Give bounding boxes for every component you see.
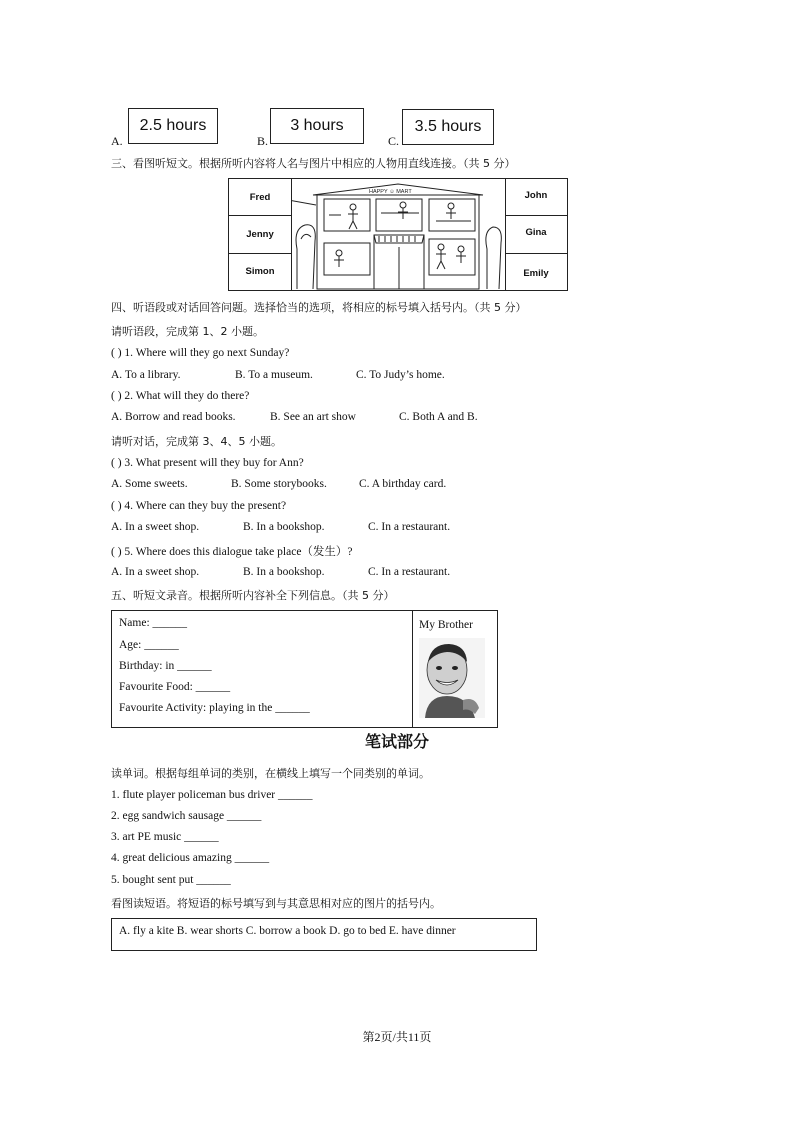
read-words-heading: 读单词。根据每组单词的类别，在横线上填写一个同类别的单词。 bbox=[111, 767, 430, 780]
option-a-label: 2.5 hours bbox=[139, 117, 207, 134]
field-favourite-food: Favourite Food: ______ bbox=[119, 681, 231, 693]
option-c-letter: C. bbox=[388, 134, 400, 148]
field-favourite-activity: Favourite Activity: playing in the ______ bbox=[119, 702, 310, 714]
field-age: Age: ______ bbox=[119, 639, 179, 651]
option-b-box bbox=[270, 108, 364, 144]
option-a-box bbox=[128, 108, 218, 144]
mart-building-illustration bbox=[291, 179, 505, 290]
question-5: ( ) 5. Where does this dialogue take place（发生）? bbox=[111, 546, 353, 558]
option-c-label: 3.5 hours bbox=[414, 118, 482, 135]
question-4-option-c: C. In a restaurant. bbox=[368, 521, 451, 533]
option-c-box bbox=[402, 109, 494, 145]
word-item-1: 1. flute player policeman bus driver ______ bbox=[111, 789, 313, 801]
question-3-option-a: A. Some sweets. bbox=[111, 478, 188, 490]
page-footer: 第2页/共11页 bbox=[362, 1030, 432, 1044]
question-3-option-c: C. A birthday card. bbox=[359, 478, 447, 490]
question-2-option-b: B. See an art show bbox=[270, 411, 356, 423]
name-jenny: Jenny bbox=[246, 229, 274, 240]
field-name: Name: ______ bbox=[119, 617, 188, 629]
brother-photo bbox=[419, 638, 485, 718]
phrase-list: A. fly a kite B. wear shorts C. borrow a book D. go to bed E. have dinner bbox=[119, 925, 456, 937]
word-item-3: 3. art PE music ______ bbox=[111, 831, 219, 843]
name-emily: Emily bbox=[523, 268, 549, 279]
section4-heading: 四、听语段或对话回答问题。选择恰当的选项，将相应的标号填入括号内。（共 5 分） bbox=[111, 301, 527, 314]
question-2: ( ) 2. What will they do there? bbox=[111, 390, 250, 402]
name-simon: Simon bbox=[245, 266, 275, 277]
word-item-2: 2. egg sandwich sausage ______ bbox=[111, 810, 262, 822]
info-fields bbox=[112, 611, 413, 727]
matching-picture bbox=[228, 178, 568, 291]
option-a-letter: A. bbox=[111, 134, 123, 148]
question-4: ( ) 4. Where can they buy the present? bbox=[111, 500, 287, 512]
question-1-option-a: A. To a library. bbox=[111, 369, 181, 381]
question-5-option-a: A. In a sweet shop. bbox=[111, 566, 200, 578]
word-item-5: 5. bought sent put ______ bbox=[111, 874, 231, 886]
question-5-option-c: C. In a restaurant. bbox=[368, 566, 451, 578]
photo-caption: My Brother bbox=[419, 619, 473, 631]
option-b-label: 3 hours bbox=[290, 117, 344, 134]
section4-intro-1: 请听语段，完成第 1、2 小题。 bbox=[111, 325, 264, 338]
option-b-letter: B. bbox=[257, 134, 269, 148]
question-1-option-c: C. To Judy’s home. bbox=[356, 369, 445, 381]
word-item-4: 4. great delicious amazing ______ bbox=[111, 852, 270, 864]
mart-sign: HAPPY ☺ MART bbox=[369, 189, 412, 195]
section5-heading: 五、听短文录音。根据所听内容补全下列信息。（共 5 分） bbox=[111, 589, 395, 602]
name-fred: Fred bbox=[249, 192, 271, 203]
section4-intro-2: 请听对话，完成第 3、4、5 小题。 bbox=[111, 435, 282, 448]
written-section-title: 笔试部分 bbox=[364, 732, 429, 751]
question-4-option-b: B. In a bookshop. bbox=[243, 521, 325, 533]
question-2-option-c: C. Both A and B. bbox=[399, 411, 478, 423]
name-john: John bbox=[524, 190, 548, 201]
phrase-box bbox=[111, 918, 537, 951]
question-1: ( ) 1. Where will they go next Sunday? bbox=[111, 347, 290, 359]
field-birthday: Birthday: in ______ bbox=[119, 660, 212, 672]
question-2-option-a: A. Borrow and read books. bbox=[111, 411, 236, 423]
phrase-heading: 看图读短语。将短语的标号填写到与其意思相对应的图片的括号内。 bbox=[111, 897, 441, 910]
brother-info-table bbox=[111, 610, 498, 728]
question-5-option-b: B. In a bookshop. bbox=[243, 566, 325, 578]
question-3-option-b: B. Some storybooks. bbox=[231, 478, 327, 490]
question-3: ( ) 3. What present will they buy for Ann? bbox=[111, 457, 304, 469]
question-4-option-a: A. In a sweet shop. bbox=[111, 521, 200, 533]
section3-heading: 三、看图听短文。根据所听内容将人名与图片中相应的人物用直线连接。（共 5 分） bbox=[111, 157, 516, 170]
name-gina: Gina bbox=[525, 227, 547, 238]
question-1-option-b: B. To a museum. bbox=[235, 369, 313, 381]
